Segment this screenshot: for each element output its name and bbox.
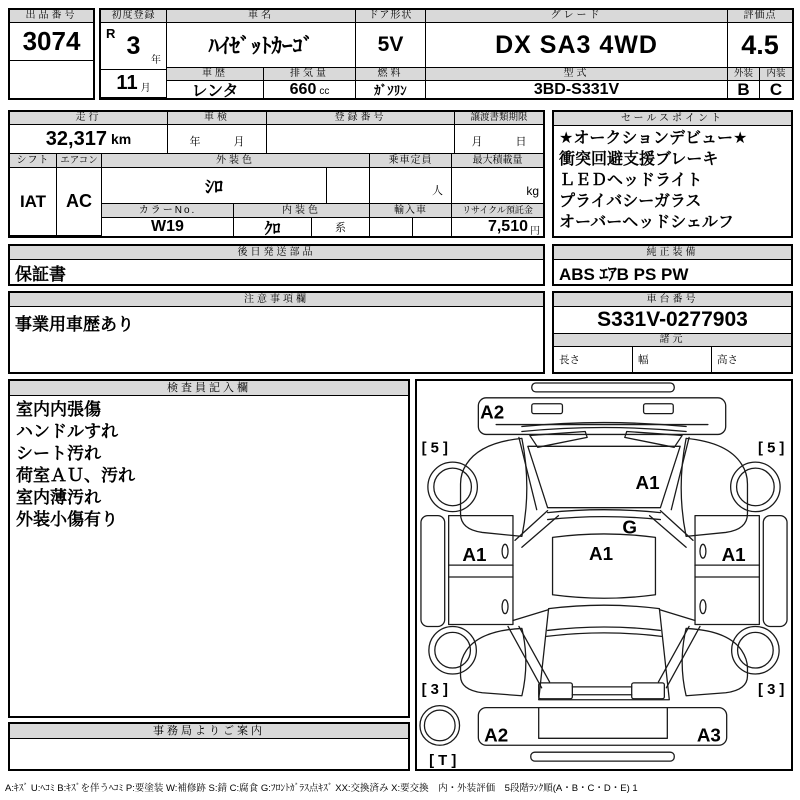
model-code-value: 3BD-S331V <box>426 81 728 98</box>
auction-no-empty <box>10 61 93 98</box>
spec-table <box>8 110 545 238</box>
interior-color-label: 内装色 <box>234 204 370 218</box>
aircon-value: AC <box>57 168 102 236</box>
auction-no-label: 出品番号 <box>10 10 93 23</box>
imported-label: 輸入車 <box>370 204 452 218</box>
score-label: 評価点 <box>728 10 792 23</box>
dimensions-label: 諸元 <box>554 334 791 347</box>
later-parts-box <box>8 244 545 286</box>
exterior-color-extra-cell <box>327 168 370 204</box>
center-panel-mark: A1 <box>589 543 614 565</box>
mileage-cell <box>10 125 168 154</box>
oem-equipment-box <box>552 244 793 286</box>
sales-points-list <box>554 126 791 236</box>
rear-tire-right-mark: [ 3 ] <box>758 681 785 698</box>
interior-color-value: ｸﾛ <box>234 218 312 236</box>
interior-grade-value: C <box>769 81 783 98</box>
front-tire-left-mark: [ 5 ] <box>421 440 448 457</box>
fuel-value: ｶﾞｿﾘﾝ <box>356 81 426 98</box>
registration-no-label: 登録番号 <box>267 112 455 125</box>
max-load-unit: kg <box>452 168 543 204</box>
notes-box <box>8 291 545 374</box>
car-outline <box>420 383 787 761</box>
recycle-deposit-label: リサイクル預託金 <box>452 204 543 218</box>
displacement-cell <box>264 81 356 98</box>
first-reg-label: 初度登録 <box>101 10 167 23</box>
grade-value: DX SA3 4WD <box>426 23 728 68</box>
max-load-label: 最大積載量 <box>452 154 543 168</box>
door-shape-label: ドア形状 <box>356 10 426 23</box>
exterior-color-value: ｼﾛ <box>102 168 327 204</box>
sales-point-item: ＬＥＤヘッドライト <box>559 172 703 189</box>
right-panel-mark: A1 <box>721 544 746 566</box>
reg-year: 3 <box>126 31 141 60</box>
imported-value <box>370 218 452 236</box>
history-label: 車歴 <box>167 68 264 81</box>
grade-label: グレード <box>426 10 728 23</box>
front-bumper-mark: A2 <box>480 401 505 423</box>
recycle-deposit-value: 7,510 <box>487 218 528 235</box>
later-parts-label: 後日発送部品 <box>10 246 543 260</box>
fuel-label: 燃料 <box>356 68 426 81</box>
model-code-label: 型式 <box>426 68 728 81</box>
capacity-unit: 人 <box>370 168 452 204</box>
sales-point-item: 衝突回避支援ブレーキ <box>559 151 719 168</box>
auction-no-value: 3074 <box>10 23 93 61</box>
dimension-width-label: 幅 <box>633 347 712 372</box>
capacity-label: 乗車定員 <box>370 154 452 168</box>
era-code: R <box>106 26 116 41</box>
office-info-box <box>8 722 410 771</box>
inspector-note-item: ハンドルすれ <box>16 422 118 441</box>
windshield-mark: A1 <box>635 471 660 493</box>
exterior-grade-value: B <box>728 81 760 98</box>
inspector-note-item: シート汚れ <box>16 444 101 463</box>
car-name-label: 車名 <box>167 10 356 23</box>
score-value: 4.5 <box>728 23 792 68</box>
later-parts-value: 保証書 <box>15 264 66 284</box>
history-value: レンタ <box>167 81 264 98</box>
aircon-label: エアコン <box>57 154 102 168</box>
color-no-value: W19 <box>102 218 234 236</box>
registration-no-value <box>267 125 455 154</box>
year-unit: 年 <box>151 55 161 66</box>
displacement-label: 排気量 <box>264 68 356 81</box>
interior-color-suffix: 系 <box>312 218 370 236</box>
first-reg-month-cell <box>101 70 167 98</box>
spare-tire-mark: [ T ] <box>429 753 457 769</box>
first-reg-year-cell <box>101 23 167 70</box>
sales-point-item: プライバシーガラス <box>559 193 702 210</box>
recycle-deposit-unit: 円 <box>530 225 540 236</box>
left-panel-mark: A1 <box>462 544 487 566</box>
rear-bumper-right-mark: A3 <box>696 724 721 746</box>
car-name-value: ﾊｲｾﾞｯﾄｶｰｺﾞ <box>167 23 356 68</box>
mileage-unit: km <box>110 131 132 147</box>
chassis-no-label: 車台番号 <box>554 293 791 307</box>
recycle-deposit-cell <box>452 218 543 236</box>
inspection-label: 車検 <box>168 112 267 125</box>
mileage-value: 32,317 <box>45 127 107 150</box>
notes-value: 事業用車歴あり <box>15 315 134 334</box>
office-info-label: 事務局よりご案内 <box>10 724 408 739</box>
damage-legend: A:ｷｽﾞ U:ﾍｺﾐ B:ｷｽﾞを伴うﾍｺﾐ P:要塗装 W:補修跡 S:錆 C:腐食 G:ﾌﾛﾝﾄｶﾞﾗｽ点ｷｽﾞ XX:交換済み X:要交換 内・外装評価 5段階ﾗﾝｸ順(A・B・C・D・E) 1 <box>5 783 638 794</box>
front-tire-right-mark: [ 5 ] <box>758 440 785 457</box>
sales-points-box <box>552 110 793 238</box>
interior-grade-label: 内装 <box>760 68 792 81</box>
displacement-value: 660 <box>289 81 317 98</box>
chassis-no-value: S331V-0277903 <box>554 307 791 334</box>
inspector-notes-box <box>8 379 410 718</box>
inspector-note-item: 荷室ＡＵ、汚れ <box>16 466 135 485</box>
car-damage-diagram <box>417 381 791 769</box>
rear-bumper-left-mark: A2 <box>484 724 509 746</box>
office-info-content <box>10 739 408 769</box>
rear-tire-left-mark: [ 3 ] <box>421 681 448 698</box>
inspector-note-item: 室内薄汚れ <box>16 488 101 507</box>
reg-month: 11 <box>116 72 138 94</box>
transfer-deadline-placeholder: 月 日 <box>455 125 543 154</box>
auction-no-box <box>8 8 95 100</box>
dimension-height-label: 高さ <box>717 354 738 366</box>
oem-equipment-label: 純正装備 <box>554 246 791 260</box>
inspector-note-item: 外装小傷有り <box>16 510 118 529</box>
mileage-label: 走行 <box>10 112 168 125</box>
notes-label: 注意事項欄 <box>10 293 543 307</box>
damage-diagram-box <box>415 379 793 771</box>
sales-points-label: セールスポイント <box>554 112 791 126</box>
exterior-color-label: 外装色 <box>102 154 370 168</box>
oem-equipment-value: ABS ｴｱB PS PW <box>559 264 689 284</box>
sales-point-item: オーバーヘッドシェルフ <box>559 214 734 231</box>
inspector-notes-list <box>10 396 408 716</box>
inspection-placeholder: 年 月 <box>168 125 267 154</box>
sales-point-item: ★オークションデビュー★ <box>559 130 748 147</box>
imported-divider <box>412 218 413 236</box>
front-glass-mark: G <box>622 516 638 538</box>
displacement-unit: cc <box>319 86 330 97</box>
dimension-length-label: 長さ <box>554 347 633 372</box>
transfer-deadline-label: 譲渡書類期限 <box>455 112 543 125</box>
inspector-notes-label: 検査員記入欄 <box>10 381 408 396</box>
shift-label: シフト <box>10 154 57 168</box>
exterior-grade-label: 外装 <box>728 68 760 81</box>
month-unit: 月 <box>140 83 151 94</box>
door-shape-value: 5V <box>356 23 426 68</box>
inspector-note-item: 室内内張傷 <box>16 400 101 419</box>
chassis-box <box>552 291 793 374</box>
color-no-label: カラーNo. <box>102 204 234 218</box>
shift-value: IAT <box>10 168 57 236</box>
vehicle-header-table <box>99 8 794 100</box>
